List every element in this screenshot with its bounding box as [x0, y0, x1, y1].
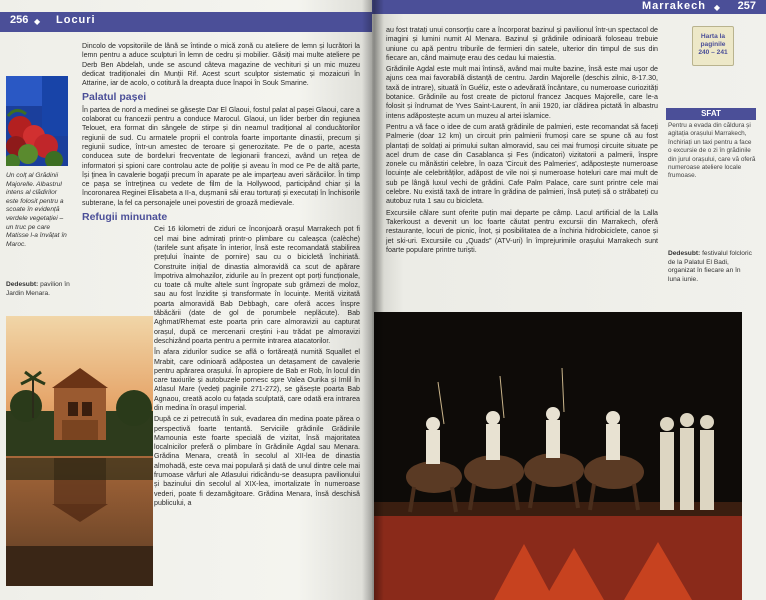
festival-horsemen-image [374, 312, 742, 600]
pavilion-caption-label: Dedesubt: [6, 281, 39, 288]
right-section-title: Marrakech [641, 0, 706, 12]
majorelle-caption: Un colț al Grădinii Majorelle. Albastrul intens al clădirilor este folosit pentru a scoate în evidență verdele vegetației – un truc pe care Matisse l-a învățat în Maroc. [6, 172, 67, 248]
diamond-icon: ◆ [34, 17, 41, 26]
refugii-paragraph-2: În afara zidurilor sudice se află o fortăreață numită Squallet el Mrabit, care odinioară adăpostea un detașament de cavalerie pentru apărarea orașului. În apropiere de Bab er Rob, în locul din care taxiurile și autobuzele pornesc spre Valea Ourika și Imlil în Atlasul Mare (vedeți paginile 271-272), se găsește poarta Bab Agnaou, creată acolo cu fațada sculptată, care odată era intrarea din medina în orașul imperial. [154, 348, 360, 412]
festival-caption-label: Dedesubt: [668, 250, 701, 257]
right-paragraph-1: au fost tratați unui consorțiu care a încorporat bazinul și pavilionul într-un spectacol de imagini și lumini numit Al Menara. Bazinul și grădinile odinioară foloseau trebuie uniune cu apă pentru triburile de fermieri din satele, ulterior din timpul de sus din fiecare an, când maimuţe erau des cedau lui maiestia. [386, 26, 658, 62]
right-text-column [386, 26, 658, 257]
right-page-number: 257 [737, 0, 756, 12]
left-page-header [0, 12, 372, 32]
menara-pavilion-image [6, 316, 153, 586]
map-reference-pages: 240 – 241 [698, 49, 728, 56]
right-page [372, 0, 766, 600]
festival-caption-text: festivalul folcloric de la Palatul El Badi, organizat în fiecare an în luna iunie. [668, 250, 752, 283]
right-paragraph-3: Pentru a vă face o idee de cum arată grădinile de palmieri, este recomandat să faceți Palmerie (doar 12 km) un circuit prin palmierii frumoși care se spune că au fost plantați de soldați ai primului sultan almoravid, sau cei mai frumoși circuite situate pe acel drum de case din Casablanca și Fes (indicatori) vizitatorii a palmerii, înspre zonele cu mănăstiri celebre, în oaza 'Circuit des Palmeries', adăpostește numeroase locuințe ale celebrităților, adăpost de vile noi și numeroase hoteluri care mai mult de sub pe lângă luxul vechi de grădini. Cafe Palm Palace, care sunt printre cele mai celebre. Nu există taxă de intrare în grădina de palmieri, însă puteți să o străbateți cu autobuz ruta 1 sau cu bicicleta. [386, 122, 658, 206]
heading-refugii-minunate: Refugii minunate [82, 211, 168, 224]
refugii-paragraph-3: După ce zi petrecută în suk, evadarea din medina poate părea o perspectivă foarte tentantă. Serviciile grădinile Grădinile Mamounia este foarte specială de vizitat, însă majoritatea localnicilor preferă o plimbare în Grădinile Agdal sau Menara. Grădina Menara, creată în secolul al XII-lea de dinastia almohadă, este ceva mai populară și dată de unul dintre cele mai frumoase vârfuri ale Atlasului ridicându-se deasupra pavilionului și bazinului din secolul al XIX-lea, imortalizate în numeroase vederi, poate fi dezamăgitoare. Grădina Menara, însă deschisă publicului, a [154, 415, 360, 507]
map-reference-label: Harta la paginile [700, 33, 726, 48]
sfat-header: SFAT [666, 108, 756, 120]
left-page [0, 0, 372, 600]
right-paragraph-4: Excursiile călare sunt oferite puțin mai departe pe câmp. Lacul artificial de la Lalla Takerkoust a devenit un loc foarte căutat pentru excursii din Marrakech, oferă restaurante, locuri de picnic, înot, și posibilitatea de a închiria hidrobiciclete, canoe și jet ski-uri. Excursiile cu „Quads” (ATV-uri) în împrejurimile orașului Marrakech sunt foarte populare printre turiști. [386, 208, 658, 254]
map-reference-badge [692, 26, 734, 66]
majorelle-garden-image [6, 76, 68, 166]
left-section-title: Locuri [56, 14, 96, 26]
heading-palatul-pasei: Palatul pașei [82, 91, 147, 104]
pavilion-caption [6, 281, 70, 298]
right-paragraph-2: Grădinile Agdal este mult mai întinsă, având mai multe bazine, însă este mai ușor de ajuns cea mai favorabilă distanță de centru. Jardin Majorelle (deschis zilnic, 8-17.30, taxă de intrare), situată în Guéliz, este o adevărată încântare, cu numeroase curiozități botanice. Grădinile au fost create de pictorul francez Jacques Majorelle, care le-a folosit și îndrumat de Yves Saint-Laurent, în anii 1920, iar clădirea pictată în albastru intens adăpostește acum un muzeu al artei islamice. [386, 65, 658, 120]
majorelle-garden-photo [6, 76, 68, 166]
festival-horsemen-photo [374, 312, 742, 600]
festival-caption [668, 250, 754, 284]
refugii-paragraph-1: Cei 16 kilometri de ziduri ce înconjoară orașul Marrakech pot fi cel mai bine admirați printr-o plimbare cu caleașca (calèche) (tarifele sunt afișate în interior, însă este recomandată stabilirea prețului înainte de pornire) sau cu o bicicletă închiriată. Construite inițial de dinastia almoravidă ca scut de apărare împotriva almohazilor, zidurile au în prezent opt porți funcționale, cu toate că multe altele sunt îngropate sub grămezi de moloz, sau au fost înzidite și transformate în locuințe. Meritã vizitată poarta almoravidă Bab Debbagh, care oferă acces înspre tăbăcării (date de gol de porumbele neplăcute). Bab Aghmat/Rhemat este poarta prin care almoravizii au capturat orașul, după ce mercenarii creștini i-au trădat pe almoravizi deschizând poarta pentru a permite intrarea atacatorilor. [154, 225, 360, 345]
palat-paragraph: În partea de nord a medinei se găsește Dar El Glaoui, fostul palat al pașei Glaoui, care a colaborat cu francezii pentru a conduce Marocul. Glaoui, un lider berber din regiunea Telouet, era format din sângele de stirpe și din neamul tradițional al conducătorilor regiunii de sud. Cu armatele proprii el controla foarte importante dinastii, precum și regiunii sudice, într-un amestec de teroare și generozitate. Pe de o parte, acesta conducea sute de bordeluri frecventate de legionarii francezi, având un reţea de informatori și spioni care controlau acte de poliție și aveau în mod ce Pe de altă parte, își ţinea în cavalerie bogaţii precum în aparate pe ale imparţeau averi sărăciilor. În timp ce pașa se întreţinea cu vedete de film de la Hollywood, participând chiar și la încoronarea Reginei Elisabeta a II-a, dușmanii săi erau torturați și executați în închisorile subterane, la fel ca personajele unei povestiri de groază medievale. [82, 105, 361, 207]
right-page-header [372, 0, 766, 14]
left-page-number: 256 [10, 14, 29, 26]
diamond-icon: ◆ [713, 3, 720, 12]
menara-pavilion-photo [6, 316, 153, 586]
intro-paragraph: Dincolo de vopsitoriile de lână se întinde o mică zonă cu ateliere de lemn și lucrători la lemn pentru a aduce sculpturi în lemn de cedru și mobilier. Găsiți mai multe ateliere pe Derb Ben Abdelah, unde se ascund câteva magazine de vechituri și un mic muzeu dedicat tradiționalei din Munții Rif. Acest scurt sculptor sistematic și mozaicuri în Attarine, iar de acolo, o cotitură la dreapta duce înapoi în Souk Smarine. [82, 42, 360, 88]
sfat-body: Pentru a evada din căldura și agitația orașului Marrakech, închiriați un taxi pentru a face o excursie de o zi în grădinile din jurul orașului, care vă oferă numeroase ateliere locale frumoase. [668, 122, 756, 180]
pavilion-caption-text: pavilion în Jardin Menara. [6, 281, 70, 297]
